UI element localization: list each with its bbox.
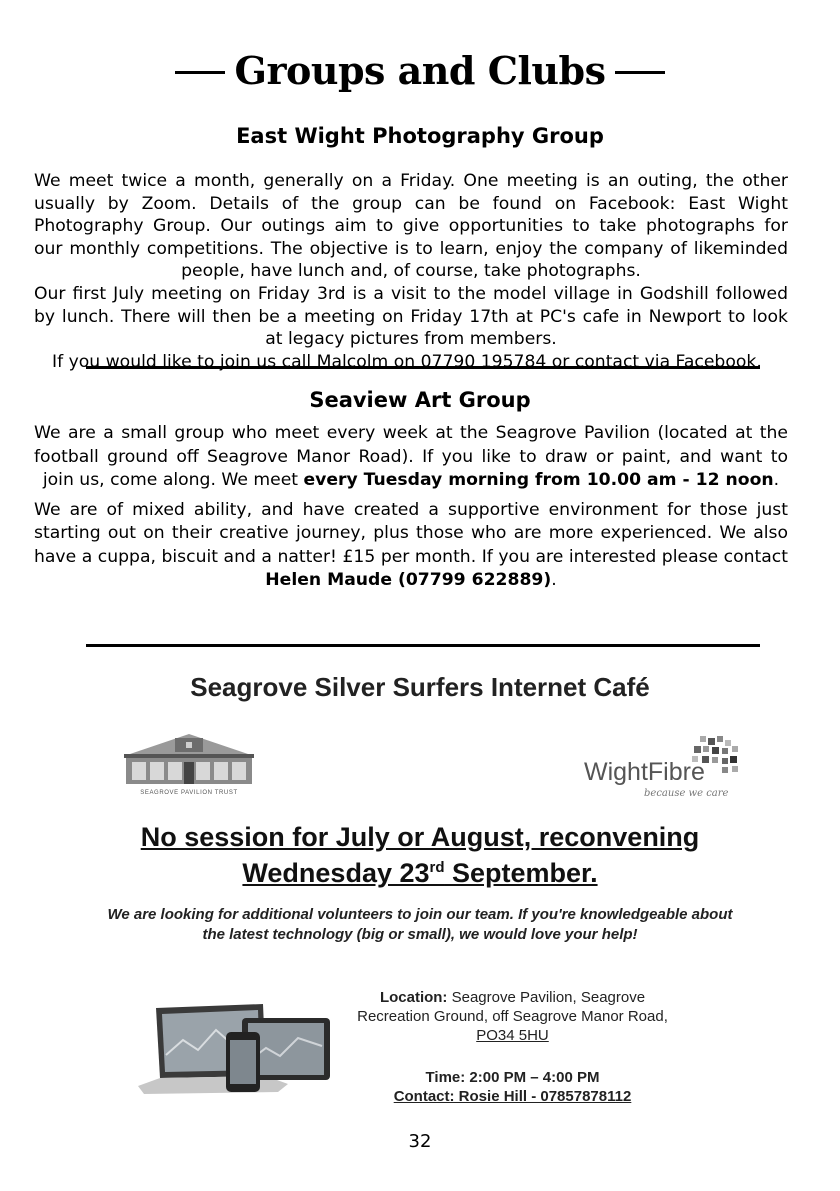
photography-line-6: Our first July meeting on Friday 3rd is a visit to the model village in Godshill followed xyxy=(34,283,788,304)
pavilion-logo xyxy=(120,732,258,798)
art-line-7-end: . xyxy=(551,570,557,590)
art-line-4: We are of mixed ability, and have created a supportive environment for those just xyxy=(34,499,788,520)
location-label: Location: xyxy=(379,989,448,1006)
notice-line-2 xyxy=(0,858,840,889)
art-heading: Seaview Art Group xyxy=(309,388,531,412)
photography-line-8: at legacy pictures from members. xyxy=(265,329,557,350)
art-line-7 xyxy=(34,569,788,593)
notice-date: Wednesday 23 xyxy=(242,858,430,888)
art-line-5: starting out on their creative journey, plus those who are more experienced. We also xyxy=(34,523,788,543)
session-contact: Contact: Rosie Hill - 07857878112 xyxy=(393,1088,632,1105)
notice-month: September. xyxy=(444,858,598,888)
photography-line-2: usually by Zoom. Details of the group can be found on Facebook: East Wight xyxy=(34,193,788,214)
art-line-3-text: join us, come along. We meet xyxy=(42,470,304,490)
cafe-title: Seagrove Silver Surfers Internet Café xyxy=(190,672,650,702)
section-divider xyxy=(86,644,760,647)
photography-line-4: our monthly competitions. The objective is to learn, enjoy the company of likeminded xyxy=(34,238,788,259)
photography-heading: East Wight Photography Group xyxy=(236,124,604,148)
pavilion-gable-window xyxy=(186,742,192,748)
page-title xyxy=(0,48,840,93)
art-line-3 xyxy=(34,469,788,493)
photography-line-5: people, have lunch and, of course, take photographs. xyxy=(181,261,641,282)
title-dash-left xyxy=(175,71,225,74)
art-line-3-end: . xyxy=(773,470,780,490)
devices-illustration xyxy=(138,1000,363,1100)
wightfibre-name: WightFibre xyxy=(584,758,705,786)
art-line-2: football ground off Seagrove Manor Road). If you like to draw or paint, and want to xyxy=(34,446,788,467)
location-line-2: Recreation Ground, off Seagrove Manor Road, xyxy=(357,1008,668,1025)
location-info xyxy=(335,988,690,1045)
session-time: Time: 2:00 PM – 4:00 PM xyxy=(425,1069,600,1086)
wightfibre-logo xyxy=(582,734,748,800)
art-line-6: have a cuppa, biscuit and a natter! £15 per month. If you are interested please contact xyxy=(34,546,788,567)
page-number: 32 xyxy=(408,1131,432,1152)
photography-line-9: If you would like to join us call Malcolm on 07790 195784 or contact via Facebook. xyxy=(52,351,762,372)
location-line-1 xyxy=(335,988,690,1007)
page-title-text: Groups and Clubs xyxy=(234,48,606,93)
location-text-1: Seagrove Pavilion, Seagrove xyxy=(447,989,646,1006)
art-meeting-time: every Tuesday morning from 10.00 am - 12 noon xyxy=(303,470,774,490)
photography-line-7: by lunch. There will then be a meeting on Friday 17th at PC's cafe in Newport to look xyxy=(34,306,788,327)
photography-line-3: Photography Group. Our outings aim to give opportunities to take photographs for xyxy=(34,216,788,237)
photography-line-1: We meet twice a month, generally on a Friday. One meeting is an outing, the other xyxy=(34,171,788,191)
smartphone-display xyxy=(230,1040,256,1084)
notice-line-1: No session for July or August, reconvening xyxy=(140,822,700,852)
photography-body xyxy=(34,170,788,373)
pavilion-door xyxy=(184,762,194,784)
section-divider xyxy=(86,366,760,369)
wightfibre-tagline: because we care xyxy=(644,788,729,799)
art-body xyxy=(34,422,788,593)
pavilion-logo-text: SEAGROVE PAVILION TRUST xyxy=(140,790,238,796)
notice-date-suffix: rd xyxy=(429,859,445,876)
title-dash-right xyxy=(615,71,665,74)
cafe-poster xyxy=(0,660,840,1130)
volunteer-appeal: We are looking for additional volunteers to join our team. If you're knowledgeable about the latest technology (big or small), we would love your help! xyxy=(107,906,733,943)
location-postcode: PO34 5HU xyxy=(476,1027,549,1044)
session-info xyxy=(335,1068,690,1106)
pavilion-eave xyxy=(124,754,254,758)
art-line-1: We are a small group who meet every week at the Seagrove Pavilion (located at the xyxy=(34,423,788,443)
art-contact: Helen Maude (07799 622889) xyxy=(265,570,552,590)
